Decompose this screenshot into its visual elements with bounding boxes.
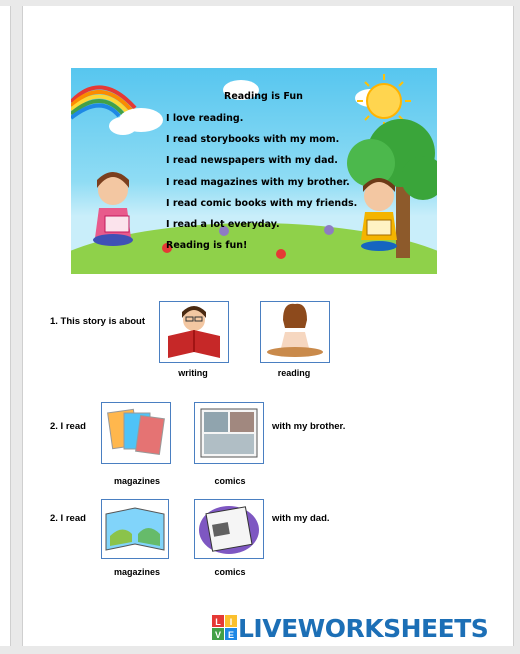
answer-option-comics[interactable] [194,402,264,464]
live-badge-icon [212,615,238,641]
option-caption: comics [214,476,246,486]
answer-option-magazines[interactable] [101,402,171,464]
question-suffix: with my dad. [272,513,330,524]
answer-option-writing[interactable] [159,301,229,363]
liveworksheets-logo[interactable] [212,613,488,643]
question-label: 2. I read [50,421,86,432]
story-line: I read newspapers with my dad. [166,155,338,166]
option-caption: magazines [113,567,161,577]
story-illustration [71,68,437,274]
logo-text: LIVEWORKSHEETS [238,613,489,643]
story-line: I love reading. [166,113,244,124]
question-label: 1. This story is about [50,316,146,327]
story-line: I read comic books with my friends. [166,198,358,209]
previous-page-edge [0,6,11,646]
svg-text:V: V [214,630,222,640]
story-line: I read magazines with my brother. [166,177,350,188]
comics-icon [195,403,263,463]
story-line: Reading is fun! [166,240,248,251]
open-book-icon [102,500,168,558]
svg-text:E: E [227,630,235,640]
newspaper-icon [195,500,263,558]
story-line: I read a lot everyday. [166,219,280,230]
story-title: Reading is Fun [224,91,303,102]
option-caption: comics [214,567,246,577]
boy-with-book-icon [160,302,228,362]
answer-option-magazines[interactable] [101,499,169,559]
svg-text:L: L [215,617,221,627]
svg-text:I: I [229,617,233,627]
cloud-icon [109,80,387,135]
question-suffix: with my brother. [272,421,346,432]
question-label: 2. I read [50,513,86,524]
option-caption: magazines [113,476,161,486]
option-caption: writing [178,368,208,378]
magazines-icon [102,403,170,463]
story-line: I read storybooks with my mom. [166,134,340,145]
option-caption: reading [277,368,311,378]
girl-reading-icon [93,172,133,246]
answer-option-reading[interactable] [260,301,330,363]
answer-option-newspaper[interactable] [194,499,264,559]
girl-reading-icon [261,302,329,362]
